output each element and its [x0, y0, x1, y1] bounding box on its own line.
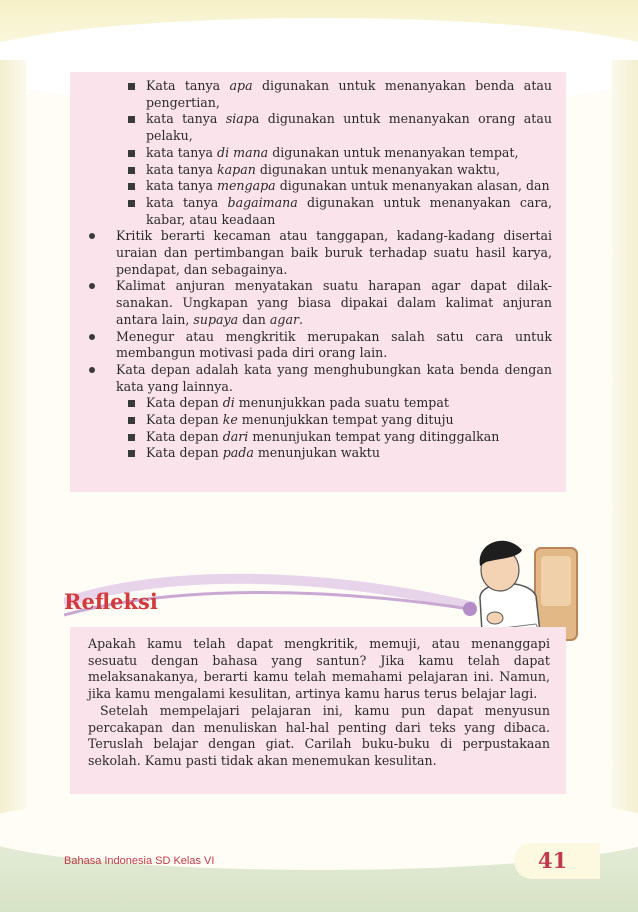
list-item: kata tanya di mana digunakan untuk menanyakan tempat,: [86, 145, 552, 162]
square-bullet-icon: [128, 167, 135, 174]
round-bullet-icon: [89, 233, 95, 239]
list-item: kata tanya siapa digunakan untuk menanyakan orang atau pelaku,: [86, 111, 552, 144]
list-item: Kata depan dari menunjukan tempat yang ditinggalkan: [86, 429, 552, 446]
round-bullet-icon: [89, 367, 95, 373]
footer-book-title: Bahasa Indonesia SD Kelas VI: [64, 855, 215, 867]
round-bullet-icon: [89, 283, 95, 289]
square-bullet-icon: [128, 450, 135, 457]
list-item: kata tanya mengapa digunakan untuk menanyakan alasan, dan: [86, 178, 552, 195]
list-item: kata tanya kapan digunakan untuk menanyakan waktu,: [86, 162, 552, 179]
bullet-kritik: Kritik berarti kecaman atau tanggapan, kadang-kadang disertai uraian dan pertimbangan baik buruk terhadap suatu hasil karya, pendapat, dan sebagainya.: [86, 228, 552, 278]
list-item: Kata depan ke menunjukkan tempat yang dituju: [86, 412, 552, 429]
square-bullet-icon: [128, 83, 135, 90]
bullet-menegur: Menegur atau mengkritik merupakan salah satu cara untuk membangun motivasi pada diri orang lain.: [86, 329, 552, 362]
preposition-list: [86, 395, 552, 462]
left-margin-strip: [0, 60, 26, 840]
square-bullet-icon: [128, 116, 135, 123]
square-bullet-icon: [128, 417, 135, 424]
square-bullet-icon: [128, 434, 135, 441]
refleksi-paragraph: Apakah kamu telah dapat mengkritik, memuji, atau menanggapi sesuatu dengan bahasa yang santun? Jika kamu telah dapat melaksanakanya, berarti kamu telah memahami pelajaran ini. Namun, jika kamu mengalami kesulitan, artinya kamu harus terus belajar lagi.: [88, 636, 550, 702]
bullet-anjuran: Kalimat anjuran menyatakan suatu harapan agar dapat dilak-sanakan. Ungkapan yang biasa dipakai dalam kalimat anjuran antara lain, supaya dan agar.: [86, 278, 552, 328]
bullet-kata-depan: Kata depan adalah kata yang menghubungkan kata benda dengan kata yang lainnya.: [86, 362, 552, 395]
refleksi-text: [88, 636, 550, 770]
square-bullet-icon: [128, 200, 135, 207]
refleksi-paragraph: Setelah mempelajari pelajaran ini, kamu pun dapat menyusun percakapan dan menuliskan hal-hal penting dari teks yang dibaca. Teruslah belajar dengan giat. Carilah buku-buku di perpustakaan sekolah. Kamu pasti tidak akan menemukan kesulitan.: [88, 702, 550, 768]
list-item: Kata depan pada menunjukan waktu: [86, 445, 552, 462]
square-bullet-icon: [128, 400, 135, 407]
square-bullet-icon: [128, 183, 135, 190]
summary-content: [86, 78, 552, 462]
list-item: kata tanya bagaimana digunakan untuk menanyakan cara, kabar, atau keadaan: [86, 195, 552, 228]
round-bullet-icon: [89, 334, 95, 340]
list-item: Kata depan di menunjukkan pada suatu tempat: [86, 395, 552, 412]
page-number: 41: [538, 848, 568, 873]
question-word-list: [86, 78, 552, 228]
right-margin-strip: [612, 60, 638, 840]
refleksi-heading: Refleksi: [64, 589, 158, 614]
list-item: Kata tanya apa digunakan untuk menanyakan benda atau pengertian,: [86, 78, 552, 111]
square-bullet-icon: [128, 150, 135, 157]
